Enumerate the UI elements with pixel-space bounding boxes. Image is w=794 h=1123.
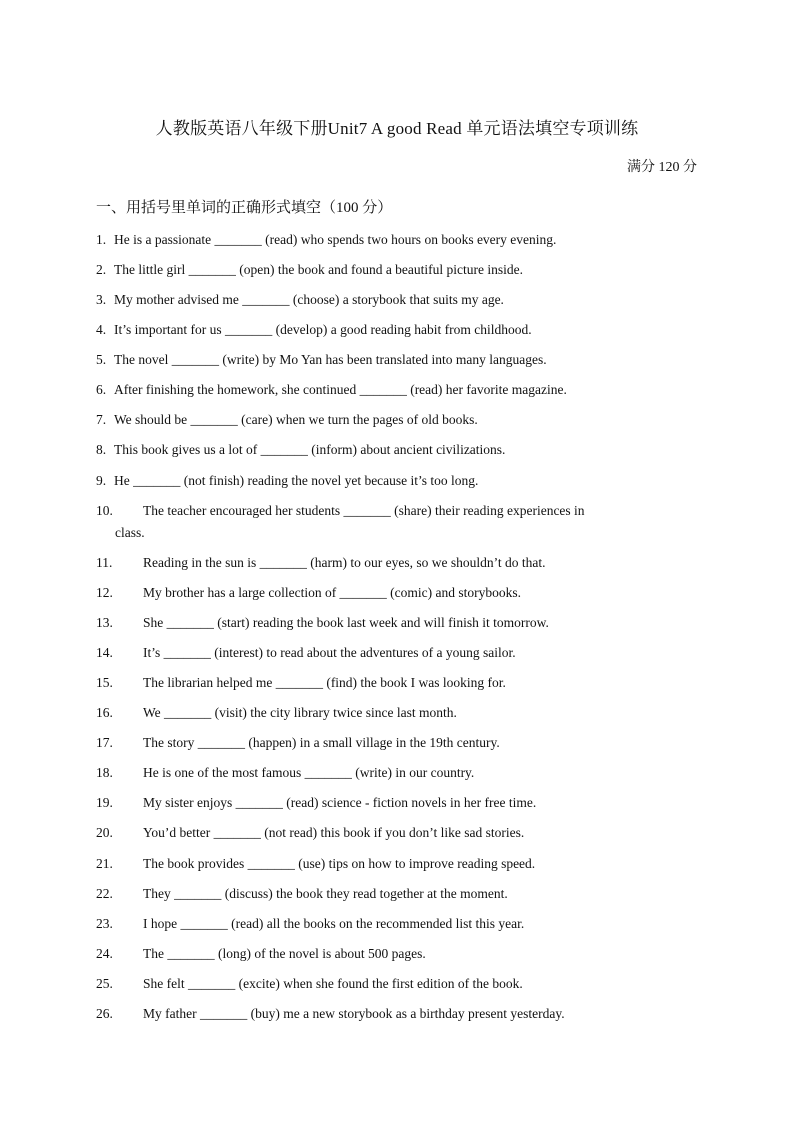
question-item xyxy=(96,672,506,694)
question-text: He is one of the most famous _______ (write) in our country. xyxy=(143,765,475,780)
question-text: The novel _______ (write) by Mo Yan has been translated into many languages. xyxy=(114,352,547,367)
question-number: 8. xyxy=(96,442,107,457)
question-number: 11. xyxy=(96,555,113,570)
question-text: We should be _______ (care) when we turn the pages of old books. xyxy=(114,412,478,427)
question-text: They _______ (discuss) the book they read together at the moment. xyxy=(143,886,508,901)
question-text: After finishing the homework, she continued _______ (read) her favorite magazine. xyxy=(114,382,567,397)
question-number: 22. xyxy=(96,886,113,901)
question-text: The story _______ (happen) in a small village in the 19th century. xyxy=(143,735,500,750)
question-text: The book provides _______ (use) tips on how to improve reading speed. xyxy=(143,856,536,871)
question-text: This book gives us a lot of _______ (inform) about ancient civilizations. xyxy=(114,442,506,457)
question-text: The _______ (long) of the novel is about 500 pages. xyxy=(143,946,426,961)
question-number: 26. xyxy=(96,1006,113,1021)
question-number: 17. xyxy=(96,735,113,750)
question-number: 9. xyxy=(96,473,107,488)
question-number: 19. xyxy=(96,795,113,810)
question-text: The little girl _______ (open) the book and found a beautiful picture inside. xyxy=(114,262,524,277)
question-number: 6. xyxy=(96,382,107,397)
question-number: 18. xyxy=(96,765,113,780)
question-item xyxy=(96,289,504,311)
question-number: 10. xyxy=(96,503,113,518)
question-item xyxy=(96,552,545,574)
question-item xyxy=(96,409,478,431)
question-text: The librarian helped me _______ (find) the book I was looking for. xyxy=(143,675,506,690)
question-text: My mother advised me _______ (choose) a storybook that suits my age. xyxy=(114,292,504,307)
question-item xyxy=(96,913,524,935)
question-number: 1. xyxy=(96,232,107,247)
question-item xyxy=(96,822,524,844)
question-number: 4. xyxy=(96,322,107,337)
question-text: We _______ (visit) the city library twice since last month. xyxy=(143,705,457,720)
question-number: 13. xyxy=(96,615,113,630)
question-number: 3. xyxy=(96,292,107,307)
question-number: 14. xyxy=(96,645,113,660)
question-text: He is a passionate _______ (read) who spends two hours on books every evening. xyxy=(114,232,557,247)
question-text: It’s important for us _______ (develop) a good reading habit from childhood. xyxy=(114,322,532,337)
question-item xyxy=(96,943,426,965)
question-item xyxy=(96,439,505,461)
question-item xyxy=(96,349,547,371)
question-item xyxy=(96,853,535,875)
question-text: I hope _______ (read) all the books on the recommended list this year. xyxy=(143,916,525,931)
question-number: 20. xyxy=(96,825,113,840)
question-item xyxy=(96,642,516,664)
question-text-continuation: class. xyxy=(115,525,145,540)
question-text: She felt _______ (excite) when she found the first edition of the book. xyxy=(143,976,523,991)
question-text: My sister enjoys _______ (read) science - fiction novels in her free time. xyxy=(143,795,537,810)
question-item xyxy=(96,259,523,281)
question-number: 21. xyxy=(96,856,113,871)
question-item xyxy=(96,379,567,401)
question-text: You’d better _______ (not read) this book if you don’t like sad stories. xyxy=(143,825,525,840)
question-item xyxy=(96,973,523,995)
question-item xyxy=(96,792,536,814)
section-heading: 一、用括号里单词的正确形式填空（100 分） xyxy=(96,200,393,216)
question-text: He _______ (not finish) reading the novel yet because it’s too long. xyxy=(114,473,479,488)
question-number: 16. xyxy=(96,705,113,720)
question-item xyxy=(96,612,549,634)
question-item xyxy=(96,883,508,905)
question-number: 24. xyxy=(96,946,113,961)
question-item xyxy=(96,582,521,604)
question-number: 7. xyxy=(96,412,107,427)
total-score: 满分 120 分 xyxy=(627,160,697,175)
question-text: Reading in the sun is _______ (harm) to our eyes, so we shouldn’t do that. xyxy=(143,555,546,570)
question-item xyxy=(96,732,500,754)
question-number: 25. xyxy=(96,976,113,991)
question-text: It’s _______ (interest) to read about the adventures of a young sailor. xyxy=(143,645,516,660)
question-number: 5. xyxy=(96,352,107,367)
question-text: My father _______ (buy) me a new storybook as a birthday present yesterday. xyxy=(143,1006,565,1021)
question-item xyxy=(96,1003,565,1025)
question-text: She _______ (start) reading the book last week and will finish it tomorrow. xyxy=(143,615,549,630)
question-item xyxy=(96,762,474,784)
question-number: 15. xyxy=(96,675,113,690)
question-item xyxy=(96,470,478,492)
document-title: 人教版英语八年级下册Unit7 A good Read 单元语法填空专项训练 xyxy=(155,119,639,138)
question-number: 23. xyxy=(96,916,113,931)
question-number: 12. xyxy=(96,585,113,600)
question-item xyxy=(96,702,457,724)
question-item xyxy=(96,319,532,341)
question-text: The teacher encouraged her students _______ (share) their reading experiences in xyxy=(143,503,585,518)
question-text: My brother has a large collection of _______ (comic) and storybooks. xyxy=(143,585,522,600)
question-item xyxy=(96,500,662,544)
question-number: 2. xyxy=(96,262,107,277)
question-item xyxy=(96,229,556,251)
